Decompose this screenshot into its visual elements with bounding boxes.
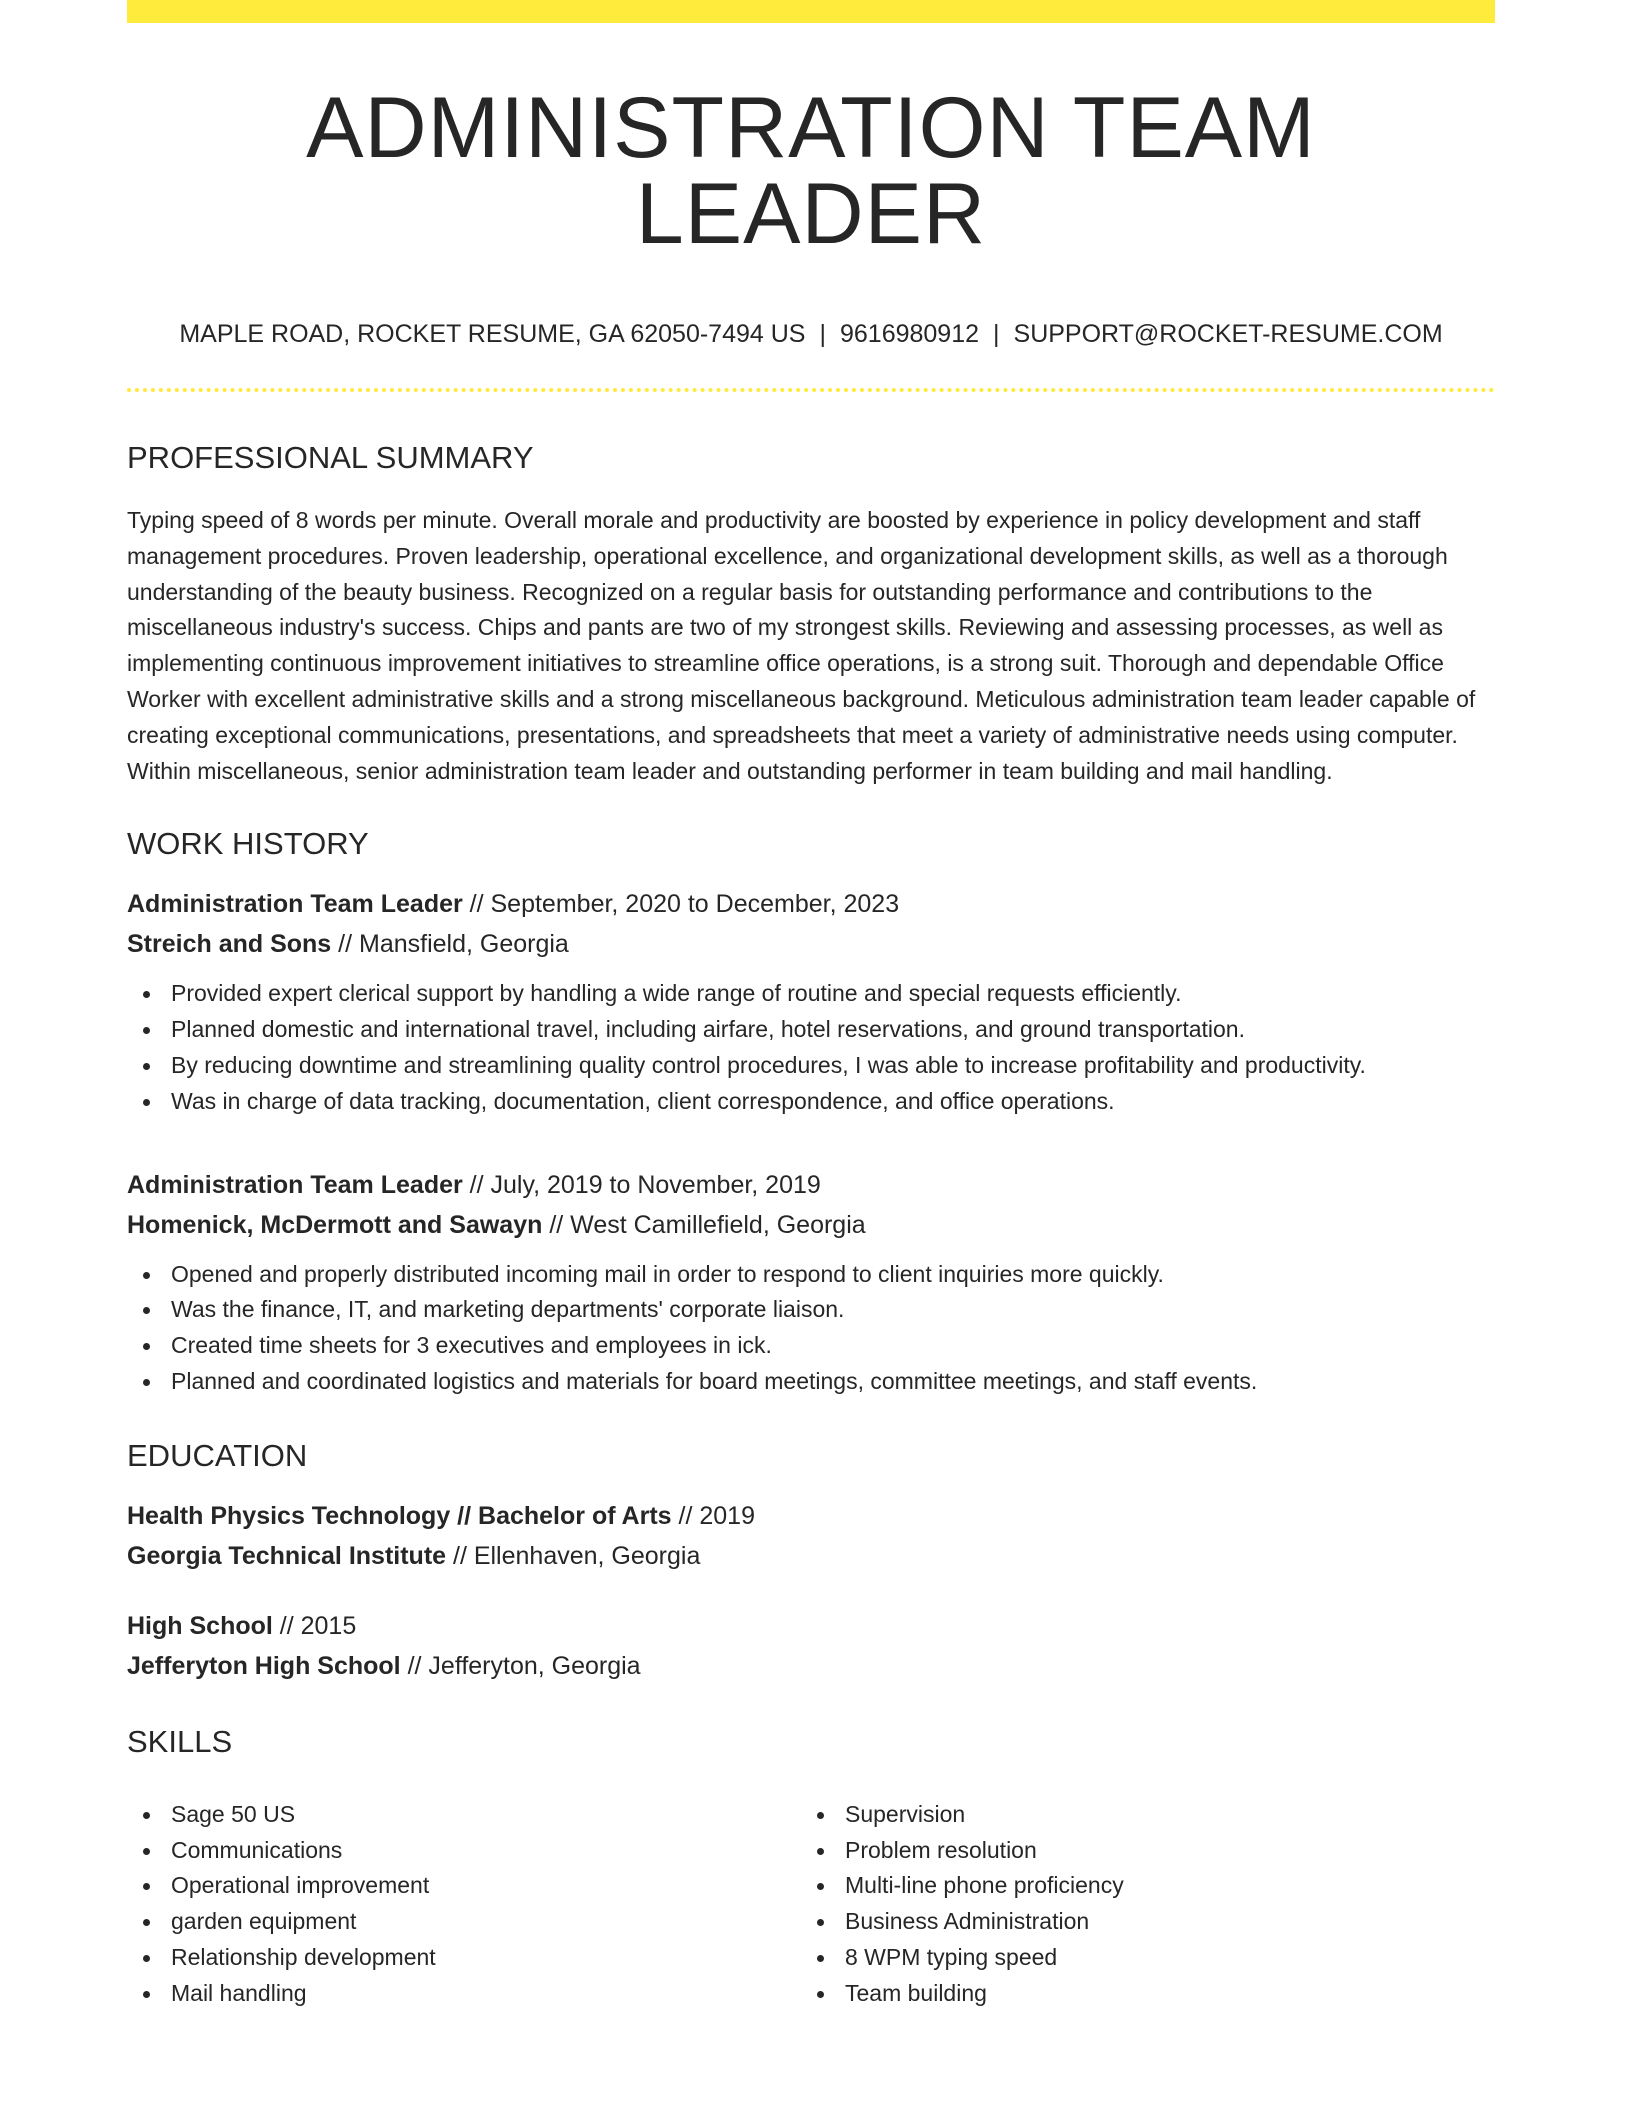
skill-item: Problem resolution (801, 1833, 1475, 1869)
job-company: Homenick, McDermott and Sawayn (127, 1210, 543, 1239)
job-company: Streich and Sons (127, 930, 332, 959)
job-role: Administration Team Leader (127, 1170, 463, 1199)
job-location: // Mansfield, Georgia (331, 930, 569, 959)
contact-address: MAPLE ROAD, ROCKET RESUME, GA 62050-7494 US (179, 320, 806, 348)
job-duty: By reducing downtime and streamlining quality control procedures, I was able to increase profitability and productivity. (127, 1048, 1495, 1084)
job-duty: Provided expert clerical support by handling a wide range of routine and special requests efficiently. (127, 976, 1495, 1012)
skill-item: Business Administration (801, 1904, 1475, 1940)
skill-item: Supervision (801, 1797, 1475, 1833)
job-dates: // September, 2020 to December, 2023 (462, 890, 900, 919)
summary-text: Typing speed of 8 words per minute. Overall morale and productivity are boosted by experience in policy development and staff management procedures. Proven leadership, operational excellence, and organizational development skills, as well as a thorough understanding of the beauty business. Recognized on a regular basis for outstanding performance and contributions to the miscellaneous industry's success. Chips and pants are two of my strongest skills. Reviewing and assessing processes, as well as implementing continuous improvement initiatives to streamline office operations, is a strong suit. Thorough and dependable Office Worker with excellent administrative skills and a strong miscellaneous background. Meticulous administration team leader capable of creating exceptional communications, presentations, and spreadsheets that meet a variety of administrative needs using computer. Within miscellaneous, senior administration team leader and outstanding performer in team building and mail handling. (127, 507, 1476, 784)
job-location: // West Camillefield, Georgia (542, 1210, 866, 1239)
skill-item: Communications (127, 1833, 801, 1869)
job-role-line (127, 884, 1495, 924)
candidate-title: ADMINISTRATION TEAM LEADER (306, 80, 1316, 262)
job-duty: Was the finance, IT, and marketing departments' corporate liaison. (127, 1292, 1495, 1328)
education-entry (127, 1496, 1495, 1576)
resume-page (127, 0, 1495, 2012)
education-heading: EDUCATION (127, 1437, 308, 1473)
contact-separator: | (993, 320, 1000, 348)
contact-email: SUPPORT@ROCKET-RESUME.COM (1013, 320, 1443, 348)
job-entry (127, 884, 1495, 1119)
education-school: Jefferyton High School (127, 1651, 401, 1680)
education-year: // 2019 (671, 1501, 755, 1530)
job-duty: Planned domestic and international travel, including airfare, hotel reservations, and ground transportation. (127, 1012, 1495, 1048)
skills-column-left (127, 1797, 801, 2012)
job-entry (127, 1165, 1495, 1400)
skill-item: garden equipment (127, 1904, 801, 1940)
contact-phone: 9616980912 (839, 320, 980, 348)
job-company-line (127, 924, 1495, 964)
education-degree-line (127, 1496, 1495, 1536)
job-dates: // July, 2019 to November, 2019 (462, 1170, 821, 1199)
skills-column-right (801, 1797, 1475, 2012)
accent-bar (127, 0, 1495, 23)
education-location: // Ellenhaven, Georgia (446, 1541, 701, 1570)
contact-separator: | (819, 320, 826, 348)
education-degree-line (127, 1606, 1495, 1646)
education-degree: Health Physics Technology // Bachelor of Arts (127, 1501, 672, 1530)
skill-item: Relationship development (127, 1940, 801, 1976)
education-entry (127, 1606, 1495, 1686)
skill-item: Sage 50 US (127, 1797, 801, 1833)
job-duties (127, 1257, 1495, 1400)
job-duty: Planned and coordinated logistics and materials for board meetings, committee meetings, and staff events. (127, 1364, 1495, 1400)
skill-item: Team building (801, 1976, 1475, 2012)
education-school-line (127, 1646, 1495, 1686)
skills-heading: SKILLS (127, 1723, 233, 1759)
education-degree: High School (127, 1611, 273, 1640)
job-role: Administration Team Leader (127, 890, 463, 919)
skill-item: Multi-line phone proficiency (801, 1868, 1475, 1904)
education-location: // Jefferyton, Georgia (400, 1651, 641, 1680)
contact-line (127, 322, 1495, 347)
job-company-line (127, 1205, 1495, 1245)
job-duty: Created time sheets for 3 executives and employees in ick. (127, 1328, 1495, 1364)
education-school: Georgia Technical Institute (127, 1541, 447, 1570)
job-duties (127, 976, 1495, 1119)
header-divider (127, 388, 1495, 392)
job-role-line (127, 1165, 1495, 1205)
job-duty: Opened and properly distributed incoming mail in order to respond to client inquiries more quickly. (127, 1257, 1495, 1293)
education-school-line (127, 1536, 1495, 1576)
skill-item: Mail handling (127, 1976, 801, 2012)
skill-item: Operational improvement (127, 1868, 801, 1904)
skill-item: 8 WPM typing speed (801, 1940, 1475, 1976)
job-duty: Was in charge of data tracking, documentation, client correspondence, and office operations. (127, 1084, 1495, 1120)
summary-heading: PROFESSIONAL SUMMARY (127, 440, 534, 475)
education-year: // 2015 (272, 1611, 357, 1640)
skills-list (127, 1785, 1495, 2012)
work-history-heading: WORK HISTORY (127, 826, 369, 862)
